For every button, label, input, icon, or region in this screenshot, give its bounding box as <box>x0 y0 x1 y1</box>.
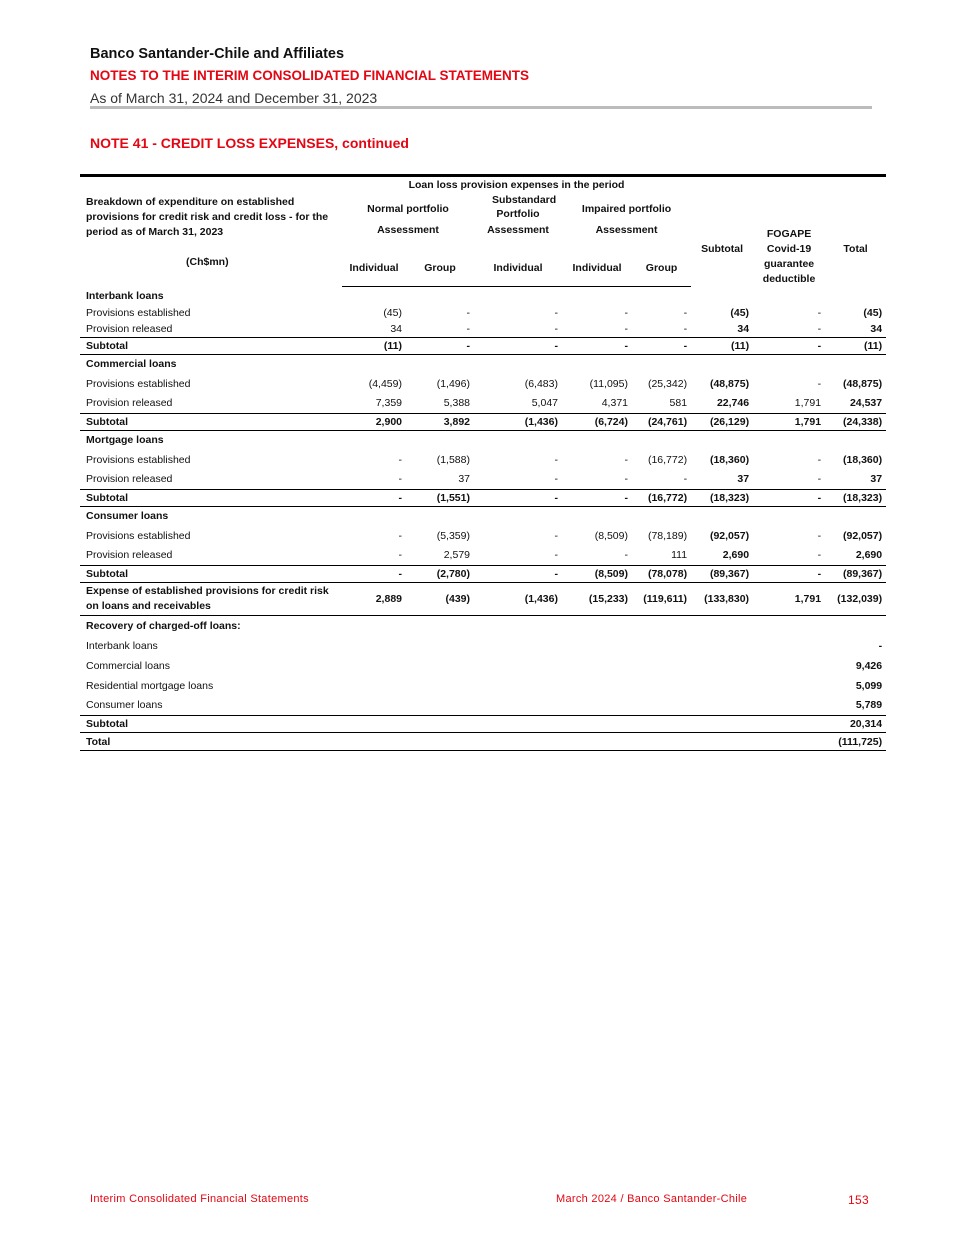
table-row-value: 37 <box>737 473 750 486</box>
table-row-value: (6,483) <box>524 377 558 390</box>
expense-row-value: (132,039) <box>825 583 886 616</box>
table-row-value: - <box>554 529 558 542</box>
note-title: NOTE 41 - CREDIT LOSS EXPENSES, continued <box>90 135 409 151</box>
table-row-value: (5,359) <box>436 529 470 542</box>
recovery-row-label: Residential mortgage loans <box>86 679 214 692</box>
col-substandard-individual: Individual <box>474 250 562 286</box>
table-row-value: - <box>466 322 470 335</box>
table-row <box>80 321 886 338</box>
table-row-value: 2,690 <box>722 549 750 562</box>
col-impaired-portfolio <box>562 193 691 251</box>
expense-row <box>80 583 886 616</box>
table-row-label: Provisions established <box>86 377 191 390</box>
table-row-value: (4,459) <box>368 377 402 390</box>
subtotal-row-value: (8,509) <box>562 566 632 583</box>
table-row-value: - <box>554 306 558 319</box>
substandard-assessment-label: Assessment <box>487 223 549 236</box>
table-row-value: (45) <box>730 306 750 319</box>
subtotal-row-value: - <box>632 338 691 355</box>
subtotal-row-value: (6,724) <box>562 414 632 431</box>
subtotal-row-value: (1,551) <box>406 490 474 507</box>
expense-row-value: 1,791 <box>753 583 825 616</box>
recovery-row-label: Commercial loans <box>86 659 171 672</box>
table-row-value: 4,371 <box>601 397 628 410</box>
table-row-label: Provision released <box>86 549 173 562</box>
table-row-value: 5,047 <box>531 397 558 410</box>
section-title-label: Interbank loans <box>86 289 164 302</box>
col-impaired-group: Group <box>632 250 691 286</box>
recovery-row-value: - <box>878 639 883 652</box>
table-row-label: Provisions established <box>86 529 191 542</box>
subtotal-row-value: (11) <box>691 338 753 355</box>
table-row-value: - <box>554 322 558 335</box>
table-row-value: - <box>554 453 558 466</box>
recovery-row-label: Consumer loans <box>86 699 163 712</box>
footer-left: Interim Consolidated Financial Statements <box>90 1193 309 1205</box>
table-row-value: - <box>817 549 822 562</box>
section-title <box>80 355 886 374</box>
recovery-subtotal-row <box>80 716 886 733</box>
subtotal-row-value: - <box>474 490 562 507</box>
subtotal-row-value: (18,323) <box>691 490 753 507</box>
subtotal-row-value: (1,436) <box>474 414 562 431</box>
units-label: (Ch$mn) <box>186 256 229 268</box>
grand-total-row-value: (111,725) <box>825 733 886 751</box>
table-row-value: 24,537 <box>849 397 883 410</box>
table-row <box>80 526 886 546</box>
table-row-value: 34 <box>870 322 883 335</box>
table-row-label: Provision released <box>86 473 173 486</box>
recovery-subtotal-row-value: 20,314 <box>825 716 886 733</box>
subtotal-row-label: Subtotal <box>80 414 342 431</box>
grand-total-row-label: Total <box>80 733 342 751</box>
table-row-value: - <box>624 549 628 562</box>
table-row-value: 34 <box>390 322 402 335</box>
header-divider <box>90 106 872 109</box>
expense-row-value: (1,436) <box>474 583 562 616</box>
subtotal-row-value: (24,761) <box>632 414 691 431</box>
table-row-value: - <box>683 473 688 486</box>
subtotal-row-value: (18,323) <box>825 490 886 507</box>
subtotal-row-value: (89,367) <box>825 566 886 583</box>
subtotal-row-label: Subtotal <box>80 490 342 507</box>
table-row-value: - <box>554 549 558 562</box>
expense-row-label: Expense of established provisions for credit risk on loans and receivables <box>80 583 342 616</box>
table-row-value: (1,496) <box>436 377 470 390</box>
subtotal-row-value: (16,772) <box>632 490 691 507</box>
table-row <box>80 374 886 394</box>
impaired-assessment-label: Assessment <box>595 223 658 236</box>
subtotal-row-value: - <box>342 566 406 583</box>
section-title <box>80 507 886 526</box>
recovery-row-label: Interbank loans <box>86 639 158 652</box>
subtotal-row <box>80 490 886 507</box>
impaired-portfolio-label: Impaired portfolio <box>581 202 672 215</box>
subtotal-row-value: - <box>474 566 562 583</box>
table-row-value: 581 <box>669 397 688 410</box>
recovery-title <box>80 616 886 636</box>
table-row-value: - <box>624 322 628 335</box>
subtotal-row-value: (89,367) <box>691 566 753 583</box>
col-substandard-portfolio <box>474 193 562 251</box>
subtotal-row-value: - <box>753 338 825 355</box>
subtotal-row-value: (24,338) <box>825 414 886 431</box>
header-blank <box>80 176 342 193</box>
subtotal-row-value: (26,129) <box>691 414 753 431</box>
subtotal-row-value: - <box>342 490 406 507</box>
table-row-value: - <box>466 306 470 319</box>
section-title-label: Commercial loans <box>86 358 177 371</box>
table-row-value: 2,690 <box>855 549 883 562</box>
table-row-value: - <box>398 453 402 466</box>
table-row <box>80 394 886 414</box>
subtotal-row-value: - <box>753 566 825 583</box>
table-row-value: 111 <box>671 549 688 562</box>
subtotal-row <box>80 414 886 431</box>
table-row-label: Provision released <box>86 322 173 335</box>
table-row-value: 5,388 <box>443 397 470 410</box>
table-row-value: (48,875) <box>709 377 750 390</box>
subtotal-row-value: (78,078) <box>632 566 691 583</box>
table-row-label: Provisions established <box>86 453 191 466</box>
expense-row-value: (133,830) <box>691 583 753 616</box>
table-row-value: - <box>398 549 402 562</box>
group-header: Loan loss provision expenses in the period <box>342 176 691 193</box>
table-row-value: - <box>624 473 628 486</box>
table-row-value: 2,579 <box>443 549 470 562</box>
subtotal-row-label: Subtotal <box>80 338 342 355</box>
table-row-value: - <box>624 306 628 319</box>
col-fogape: FOGAPE Covid-19 guarantee deductible <box>762 227 816 285</box>
notes-title: NOTES TO THE INTERIM CONSOLIDATED FINANCIAL STATEMENTS <box>90 68 530 83</box>
section-title <box>80 287 886 305</box>
subtotal-row <box>80 566 886 583</box>
recovery-row <box>80 636 886 656</box>
table-row-value: (78,189) <box>647 529 688 542</box>
table-row-label: Provisions established <box>86 306 191 319</box>
recovery-row <box>80 656 886 676</box>
col-total: Total <box>843 242 868 255</box>
table-row-value: 1,791 <box>794 397 822 410</box>
table-row-value: 7,359 <box>375 397 402 410</box>
table-row-value: (92,057) <box>842 529 883 542</box>
subtotal-row-value: (11) <box>825 338 886 355</box>
table-row-value: - <box>683 306 688 319</box>
footer-center: March 2024 / Banco Santander-Chile <box>556 1193 748 1205</box>
table-row <box>80 305 886 321</box>
section-title <box>80 431 886 450</box>
section-title-label: Mortgage loans <box>86 434 164 447</box>
table-row <box>80 470 886 490</box>
table-row-value: - <box>817 529 822 542</box>
recovery-row-value: 5,099 <box>855 679 883 692</box>
table-row-value: (45) <box>383 306 402 319</box>
section-title-label: Consumer loans <box>86 510 169 523</box>
table-row-value: - <box>817 473 822 486</box>
table-row-value: (18,360) <box>709 453 750 466</box>
table-row-value: - <box>624 453 628 466</box>
recovery-row <box>80 696 886 716</box>
expense-row-value: 2,889 <box>342 583 406 616</box>
company-name: Banco Santander-Chile and Affiliates <box>90 46 345 62</box>
col-normal-individual: Individual <box>342 250 406 286</box>
table-row-value: (48,875) <box>842 377 883 390</box>
grand-total-row <box>80 733 886 751</box>
col-normal-group: Group <box>406 250 474 286</box>
table-row-value: (45) <box>863 306 883 319</box>
table-row-value: 37 <box>870 473 883 486</box>
normal-portfolio-label: Normal portfolio <box>367 202 449 215</box>
normal-assessment-label: Assessment <box>377 223 439 236</box>
table-row-value: (25,342) <box>647 377 688 390</box>
subtotal-row-value: - <box>474 338 562 355</box>
table-row-value: 37 <box>458 473 470 486</box>
table-row <box>80 450 886 470</box>
expense-row-value: (119,611) <box>632 583 691 616</box>
table-row-value: 34 <box>737 322 750 335</box>
table-description: Breakdown of expenditure on established provisions for credit risk and credit loss - for the period as of March 31, 2023 <box>86 195 329 238</box>
subtotal-row-label: Subtotal <box>80 566 342 583</box>
col-normal-portfolio <box>342 193 474 251</box>
subtotal-row-value: 1,791 <box>753 414 825 431</box>
table-row <box>80 546 886 566</box>
recovery-row <box>80 676 886 696</box>
expense-row-value: (15,233) <box>562 583 632 616</box>
table-row-value: - <box>398 529 402 542</box>
col-subtotal: Subtotal <box>701 242 744 255</box>
table-row-value: (92,057) <box>709 529 750 542</box>
table-row-value: (11,095) <box>589 377 628 390</box>
as-of-date: As of March 31, 2024 and December 31, 2023 <box>90 90 378 106</box>
subtotal-row-value: - <box>562 338 632 355</box>
table-row-value: - <box>554 473 558 486</box>
table-row-value: 22,746 <box>716 397 750 410</box>
table-row-value: (1,588) <box>436 453 470 466</box>
table-row-value: - <box>817 322 822 335</box>
subtotal-row-value: (11) <box>342 338 406 355</box>
table-row-value: (16,772) <box>647 453 688 466</box>
table-row-label: Provision released <box>86 397 173 410</box>
table-row-value: (18,360) <box>842 453 883 466</box>
table-row-value: - <box>817 306 822 319</box>
expense-row-value: (439) <box>406 583 474 616</box>
recovery-row-value: 5,789 <box>855 699 883 712</box>
table-row-value: - <box>817 377 822 390</box>
subtotal-row-value: 2,900 <box>342 414 406 431</box>
table-row-value: - <box>398 473 402 486</box>
subtotal-row-value: 3,892 <box>406 414 474 431</box>
table-row-value: - <box>683 322 688 335</box>
table-row-value: (8,509) <box>594 529 628 542</box>
recovery-title-label: Recovery of charged-off loans: <box>86 619 241 632</box>
recovery-subtotal-row-label: Subtotal <box>80 716 342 733</box>
table-row-value: - <box>817 453 822 466</box>
col-impaired-individual: Individual <box>562 250 632 286</box>
subtotal-row <box>80 338 886 355</box>
substandard-portfolio-label: Substandard Portfolio <box>492 193 557 220</box>
subtotal-row-value: - <box>562 490 632 507</box>
page-number: 153 <box>848 1193 869 1207</box>
subtotal-row-value: - <box>406 338 474 355</box>
recovery-row-value: 9,426 <box>855 659 883 672</box>
subtotal-row-value: (2,780) <box>406 566 474 583</box>
subtotal-row-value: - <box>753 490 825 507</box>
